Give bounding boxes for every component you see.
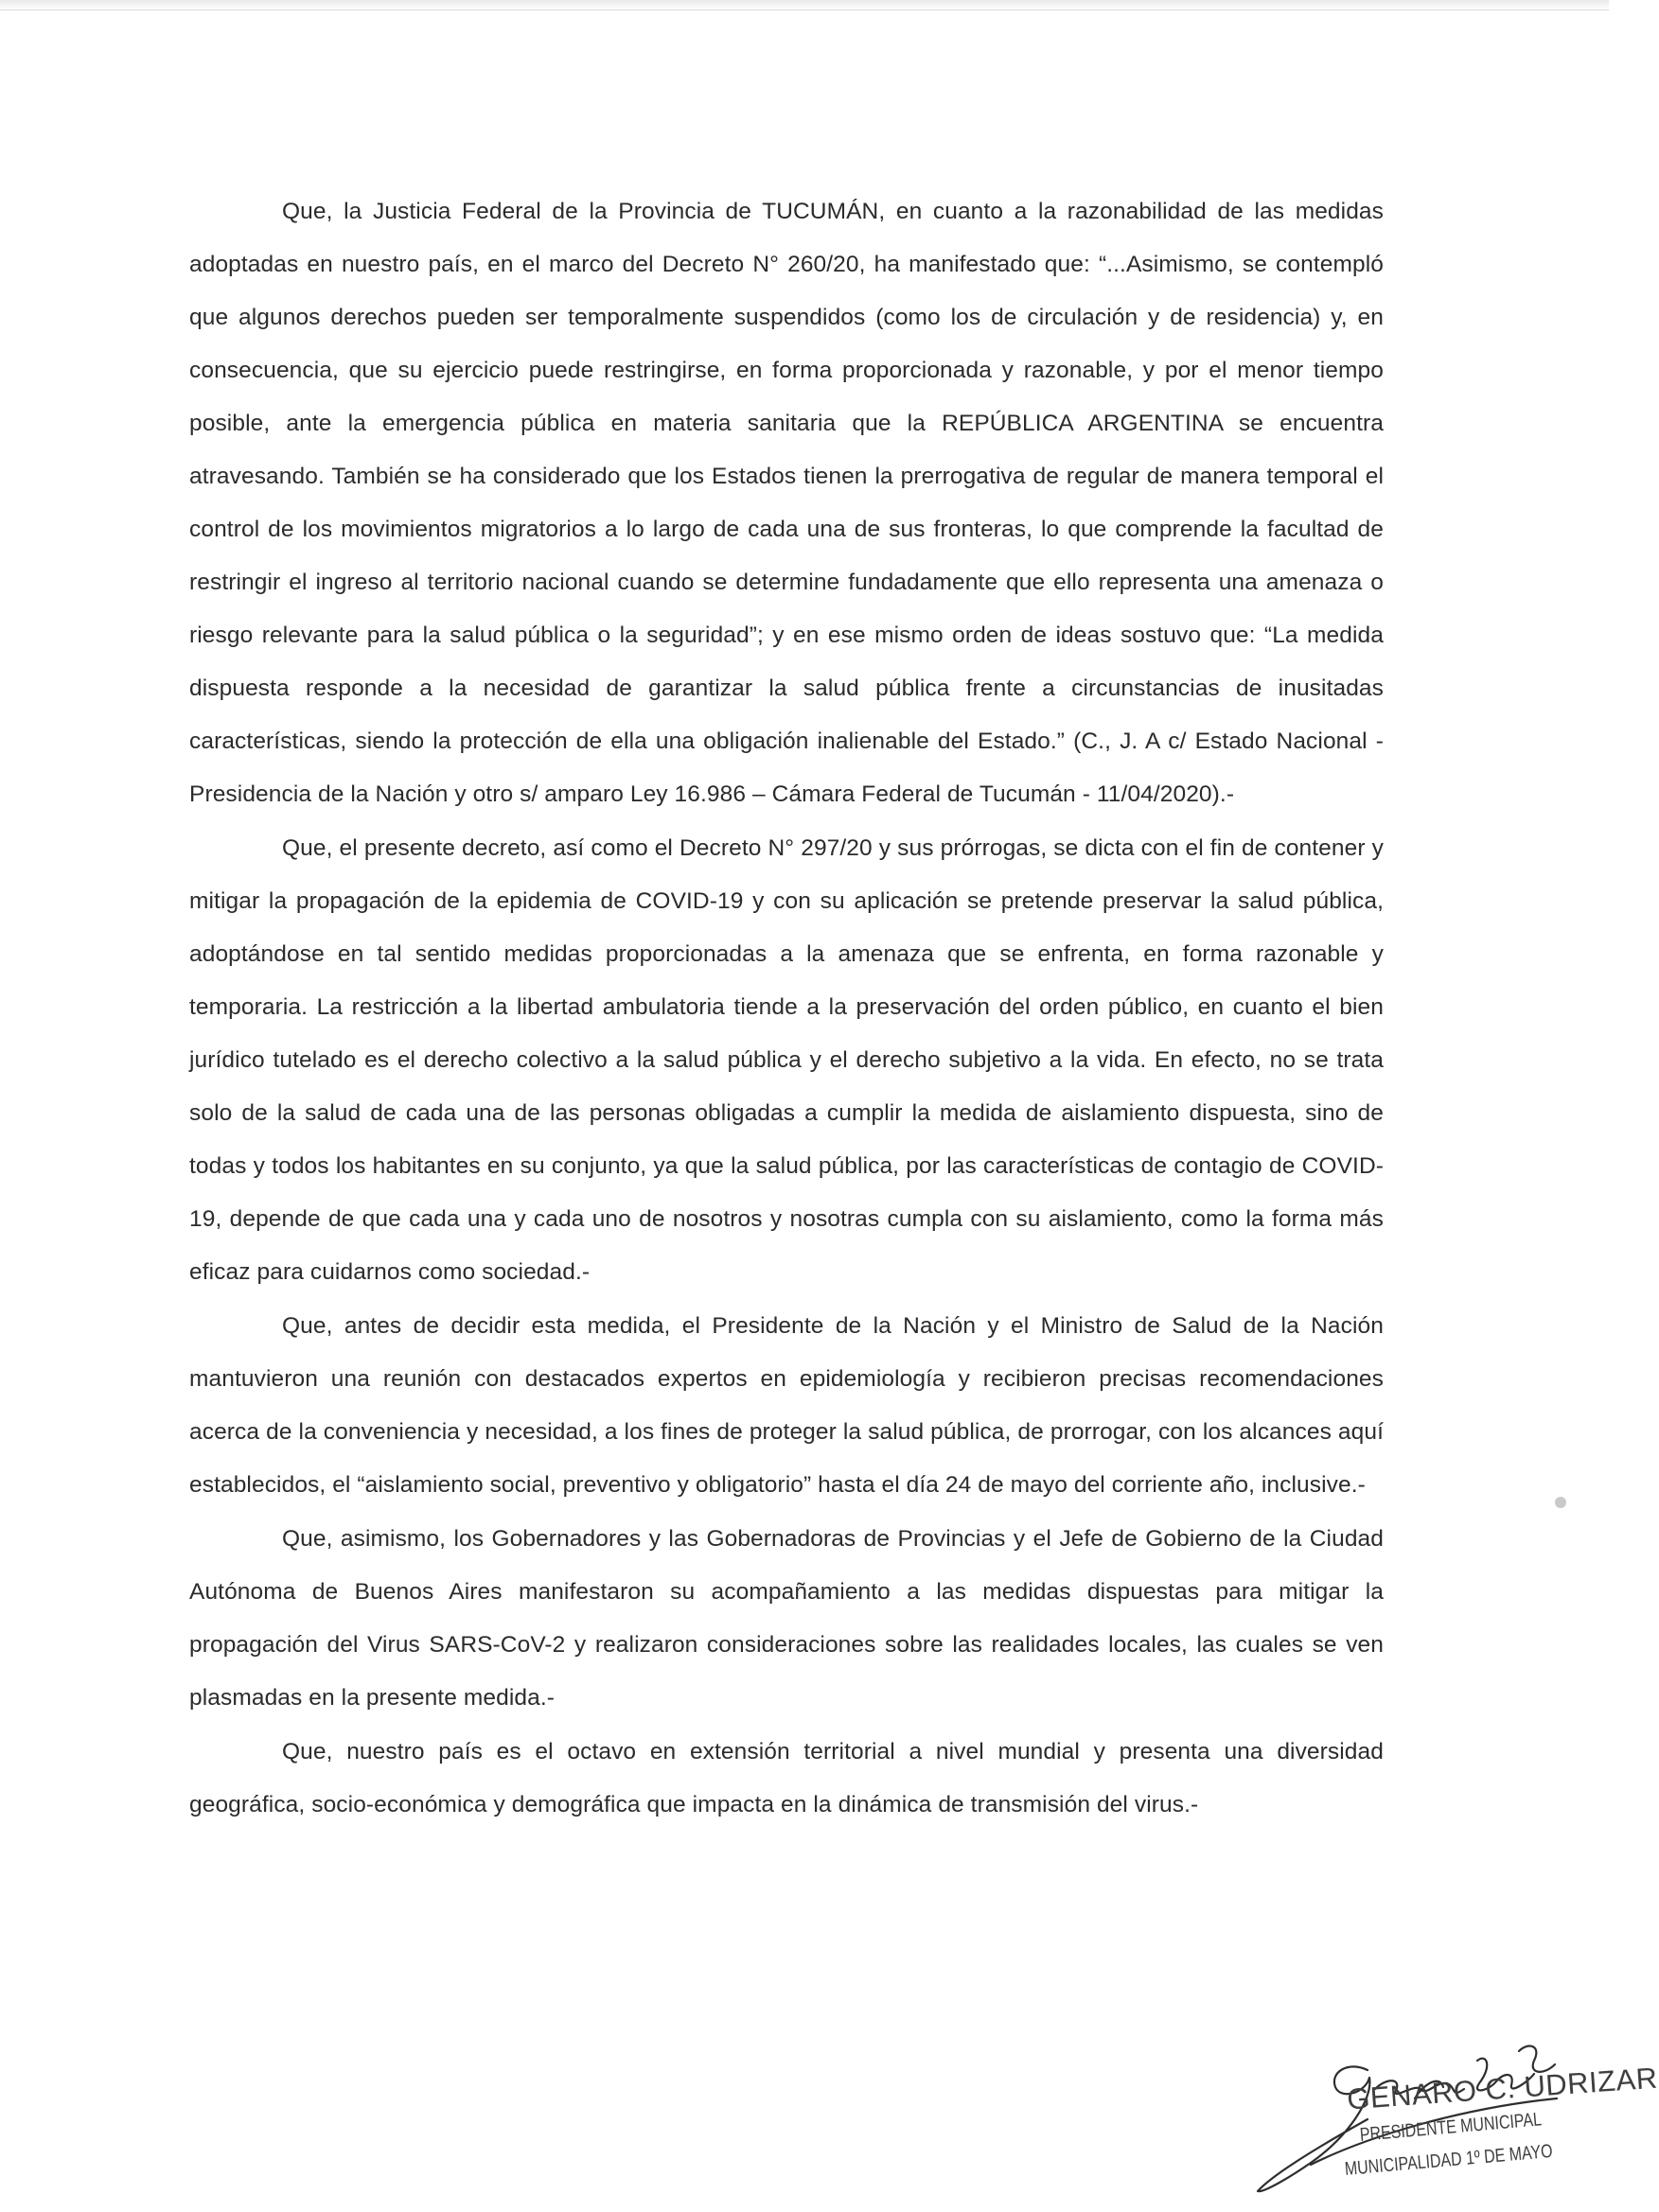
scan-speck — [1555, 1497, 1566, 1508]
paragraph-presente-decreto: Que, el presente decreto, así como el Decreto N° 297/20 y sus prórrogas, se dicta con el fin de contener y mitigar la propagación de la epidemia de COVID-19 y con su aplicación se pretende preservar la salud pública, adoptándose en tal sentido medidas proporcionadas a la amenaza que se enfrenta, en forma razonable y temporaria. La restricción a la libertad ambulatoria tiende a la preservación del orden público, en cuanto el bien jurídico tutelado es el derecho colectivo a la salud pública y el derecho subjetivo a la vida. En efecto, no se trata solo de la salud de cada una de las personas obligadas a cumplir la medida de aislamiento dispuesta, sino de todas y todos los habitantes en su conjunto, ya que la salud pública, por las características de contagio de COVID-19, depende de que cada una y cada uno de nosotros y nosotras cumpla con su aislamiento, como la forma más eficaz para cuidarnos como sociedad.- — [189, 835, 1384, 1285]
signature-stamp — [1254, 2032, 1659, 2212]
stamp-name: GENARO C. UDRIZAR — [1346, 2061, 1659, 2116]
paragraph-reunion-expertos: Que, antes de decidir esta medida, el Presidente de la Nación y el Ministro de Salud de la Nación mantuvieron una reunión con destacados expertos en epidemiología y recibieron precisas recomendaciones acerca de la conveniencia y necesidad, a los fines de proteger la salud pública, de prorrogar, con los alcances aquí establecidos, el “aislamiento social, preventivo y obligatorio” hasta el día 24 de mayo del corriente año, inclusive.- — [189, 1313, 1384, 1498]
stamp-organization: MUNICIPALIDAD 1º DE MAYO — [1343, 2140, 1554, 2180]
scan-top-edge — [0, 0, 1609, 10]
paragraph-justicia-federal: Que, la Justicia Federal de la Provincia de TUCUMÁN, en cuanto a la razonabilidad de las medidas adoptadas en nuestro país, en el marco del Decreto N° 260/20, ha manifestado que: “...Asimismo, se contempló que algunos derechos pueden ser temporalmente suspendidos (como los de circulación y de residencia) y, en consecuencia, que su ejercicio puede restringirse, en forma proporcionada y razonable, y por el menor tiempo posible, ante la emergencia pública en materia sanitaria que la REPÚBLICA ARGENTINA se encuentra atravesando. También se ha considerado que los Estados tienen la prerrogativa de regular de manera temporal el control de los movimientos migratorios a lo largo de cada una de sus fronteras, lo que comprende la facultad de restringir el ingreso al territorio nacional cuando se determine fundadamente que ello representa una amenaza o riesgo relevante para la salud pública o la seguridad”; y en ese mismo orden de ideas sostuvo que: “La medida dispuesta responde a la necesidad de garantizar la salud pública frente a circunstancias de inusitadas características, siendo la protección de ella una obligación inalienable del Estado.” (C., J. A c/ Estado Nacional - Presidencia de la Nación y otro s/ amparo Ley 16.986 – Cámara Federal de Tucumán - 11/04/2020).- — [189, 199, 1384, 807]
paragraph-extension-territorial: Que, nuestro país es el octavo en extensión territorial a nivel mundial y presenta una diversidad geográfica, socio-económica y demográfica que impacta en la dinámica de transmisión del virus.- — [189, 1739, 1384, 1817]
stamp-role: PRESIDENTE MUNICIPAL — [1358, 2109, 1543, 2146]
paragraph-gobernadores: Que, asimismo, los Gobernadores y las Gobernadoras de Provincias y el Jefe de Gobierno de la Ciudad Autónoma de Buenos Aires manifestaron su acompañamiento a las medidas dispuestas para mitigar la propagación del Virus SARS-CoV-2 y realizaron consideraciones sobre las realidades locales, las cuales se ven plasmadas en la presente medida.- — [189, 1526, 1384, 1711]
document-body — [189, 185, 1384, 1833]
